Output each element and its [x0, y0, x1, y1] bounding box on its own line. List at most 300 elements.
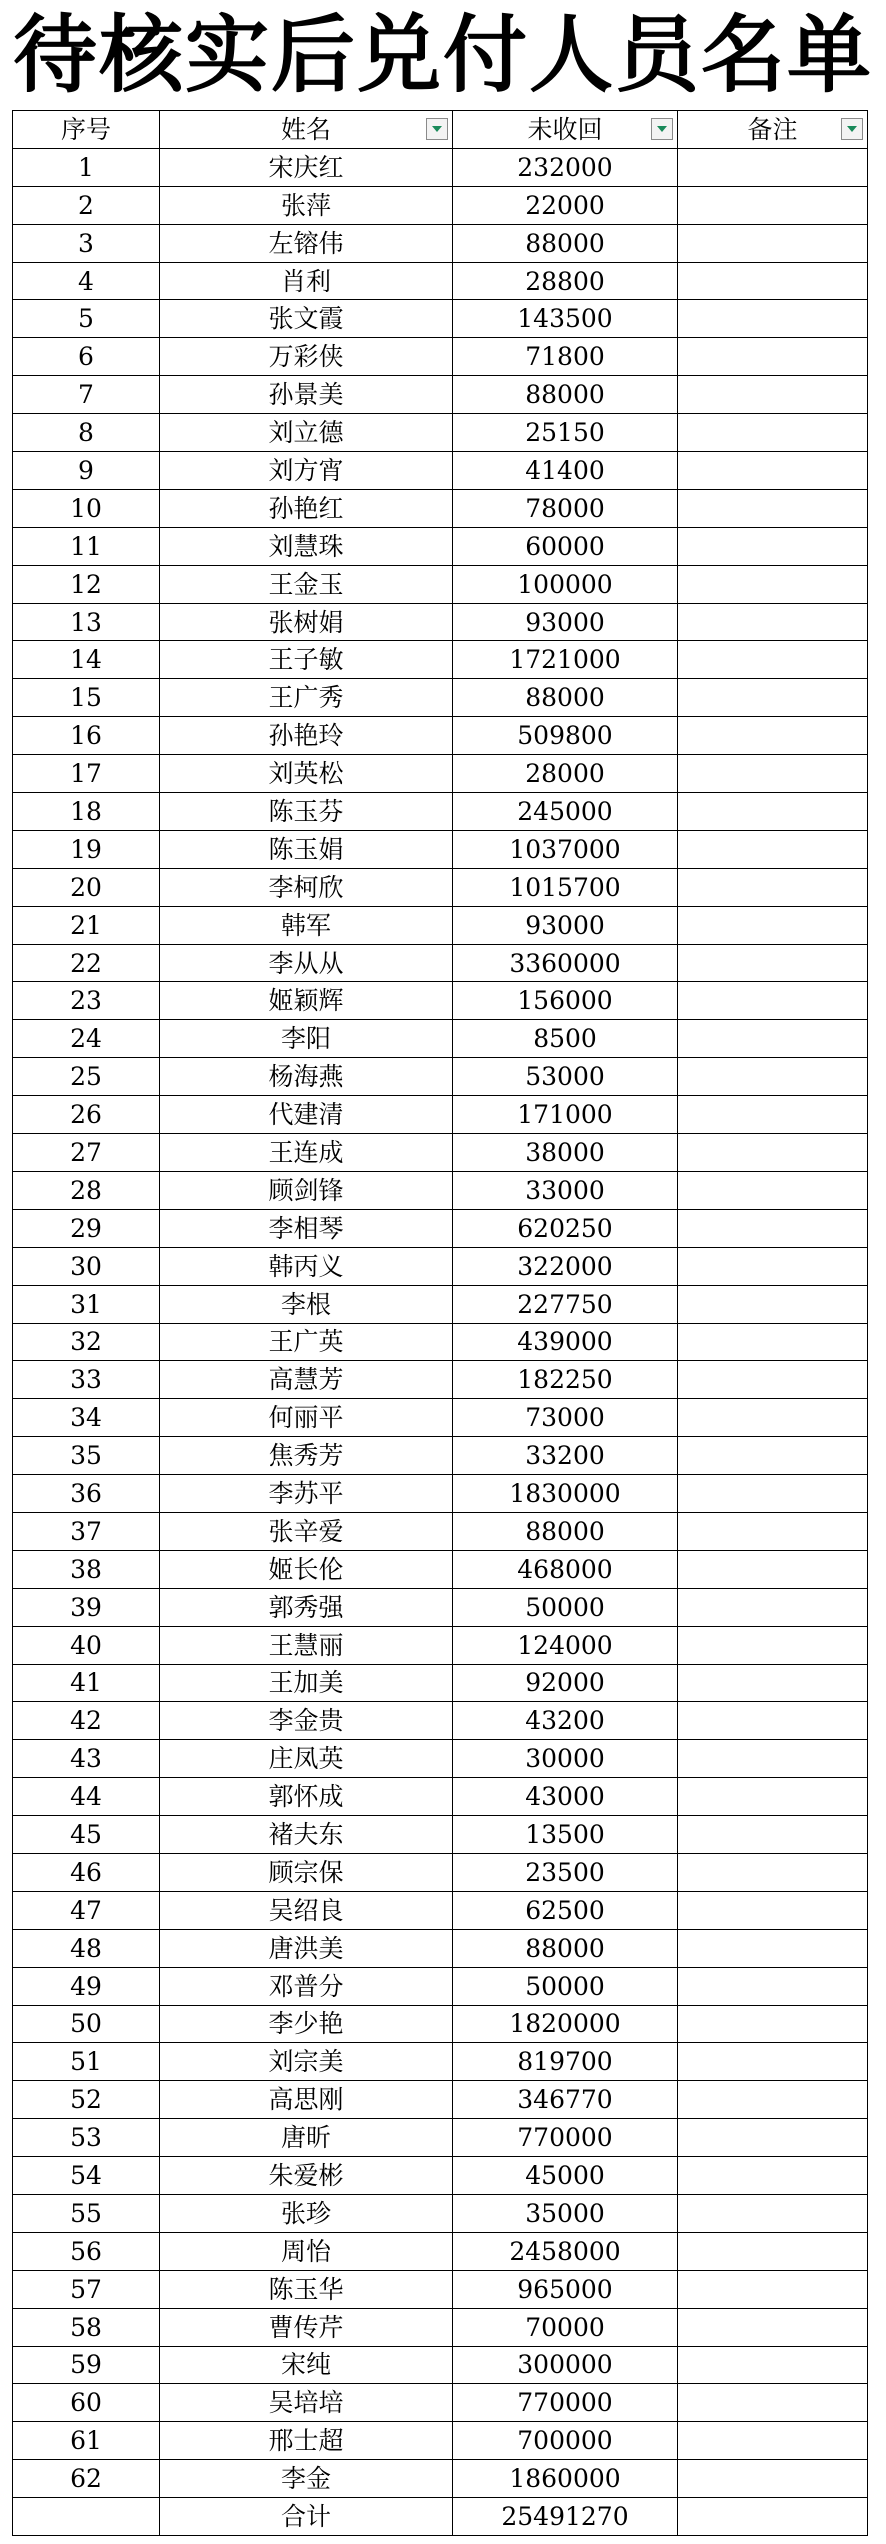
row-remarks[interactable] [678, 1512, 868, 1550]
row-unrecovered[interactable]: 43200 [453, 1702, 678, 1740]
row-index[interactable]: 35 [13, 1437, 160, 1475]
row-name[interactable]: 宋庆红 [160, 148, 453, 186]
row-remarks[interactable] [678, 1588, 868, 1626]
row-unrecovered[interactable]: 700000 [453, 2422, 678, 2460]
table-row [13, 2005, 868, 2043]
row-remarks[interactable] [678, 1740, 868, 1778]
row-unrecovered[interactable]: 33000 [453, 1171, 678, 1209]
row-unrecovered[interactable]: 620250 [453, 1209, 678, 1247]
row-name[interactable]: 韩丙义 [160, 1247, 453, 1285]
header-row [13, 111, 868, 149]
row-name[interactable]: 顾宗保 [160, 1853, 453, 1891]
row-name[interactable]: 李根 [160, 1285, 453, 1323]
row-name[interactable]: 孙景美 [160, 376, 453, 414]
row-name[interactable]: 张文霞 [160, 300, 453, 338]
row-unrecovered[interactable]: 23500 [453, 1853, 678, 1891]
row-name[interactable]: 孙艳玲 [160, 717, 453, 755]
row-index[interactable]: 52 [13, 2081, 160, 2119]
row-remarks[interactable] [678, 1171, 868, 1209]
header-remarks: 备注 [678, 111, 868, 149]
row-remarks[interactable] [678, 1891, 868, 1929]
row-unrecovered[interactable]: 346770 [453, 2081, 678, 2119]
row-remarks[interactable] [678, 1778, 868, 1816]
row-index[interactable]: 17 [13, 755, 160, 793]
header-unrecovered: 未收回 [453, 111, 678, 149]
row-name[interactable]: 姬颖辉 [160, 982, 453, 1020]
table-row [13, 1588, 868, 1626]
row-remarks[interactable] [678, 2232, 868, 2270]
row-name[interactable]: 孙艳红 [160, 489, 453, 527]
row-remarks[interactable] [678, 2308, 868, 2346]
row-unrecovered[interactable]: 60000 [453, 527, 678, 565]
row-index[interactable]: 54 [13, 2157, 160, 2195]
row-name[interactable]: 王慧丽 [160, 1626, 453, 1664]
total-row [13, 2498, 868, 2536]
row-name[interactable]: 周怡 [160, 2232, 453, 2270]
row-remarks[interactable] [678, 148, 868, 186]
row-remarks[interactable] [678, 603, 868, 641]
page-title: 待核实后兑付人员名单 [12, 6, 873, 104]
row-name[interactable]: 王金玉 [160, 565, 453, 603]
row-name[interactable]: 韩军 [160, 906, 453, 944]
row-unrecovered[interactable]: 509800 [453, 717, 678, 755]
row-unrecovered[interactable]: 143500 [453, 300, 678, 338]
row-name[interactable]: 王广秀 [160, 679, 453, 717]
row-remarks[interactable] [678, 527, 868, 565]
row-name[interactable]: 宋纯 [160, 2346, 453, 2384]
row-index[interactable]: 6 [13, 338, 160, 376]
row-unrecovered[interactable]: 35000 [453, 2194, 678, 2232]
row-remarks[interactable] [678, 1361, 868, 1399]
row-remarks[interactable] [678, 224, 868, 262]
table-row [13, 1323, 868, 1361]
row-unrecovered[interactable]: 1721000 [453, 641, 678, 679]
row-unrecovered[interactable]: 45000 [453, 2157, 678, 2195]
row-index[interactable]: 1 [13, 148, 160, 186]
row-index[interactable]: 46 [13, 1853, 160, 1891]
row-name[interactable]: 郭怀成 [160, 1778, 453, 1816]
filter-dropdown-icon[interactable] [651, 118, 673, 140]
row-index[interactable]: 62 [13, 2460, 160, 2498]
row-remarks[interactable] [678, 186, 868, 224]
row-unrecovered[interactable]: 2458000 [453, 2232, 678, 2270]
row-index[interactable]: 18 [13, 793, 160, 831]
row-name[interactable]: 刘宗美 [160, 2043, 453, 2081]
row-index[interactable]: 44 [13, 1778, 160, 1816]
row-index[interactable]: 20 [13, 868, 160, 906]
table-row [13, 603, 868, 641]
row-index[interactable]: 50 [13, 2005, 160, 2043]
row-index[interactable]: 11 [13, 527, 160, 565]
row-index[interactable]: 4 [13, 262, 160, 300]
row-unrecovered[interactable]: 8500 [453, 1020, 678, 1058]
row-remarks[interactable] [678, 1134, 868, 1172]
row-name[interactable]: 郭秀强 [160, 1588, 453, 1626]
row-index[interactable]: 12 [13, 565, 160, 603]
row-index[interactable]: 39 [13, 1588, 160, 1626]
row-index[interactable]: 45 [13, 1816, 160, 1854]
row-unrecovered[interactable]: 124000 [453, 1626, 678, 1664]
row-index[interactable]: 32 [13, 1323, 160, 1361]
row-name[interactable]: 李柯欣 [160, 868, 453, 906]
filter-dropdown-icon[interactable] [426, 118, 448, 140]
row-unrecovered[interactable]: 156000 [453, 982, 678, 1020]
row-unrecovered[interactable]: 41400 [453, 452, 678, 490]
row-remarks[interactable] [678, 2460, 868, 2498]
row-remarks[interactable] [678, 2119, 868, 2157]
row-remarks[interactable] [678, 1020, 868, 1058]
table-row [13, 2157, 868, 2195]
table-row [13, 224, 868, 262]
row-remarks[interactable] [678, 944, 868, 982]
row-unrecovered[interactable]: 88000 [453, 224, 678, 262]
row-remarks[interactable] [678, 641, 868, 679]
row-remarks[interactable] [678, 1323, 868, 1361]
row-index[interactable]: 15 [13, 679, 160, 717]
row-unrecovered[interactable]: 232000 [453, 148, 678, 186]
row-name[interactable]: 吴绍良 [160, 1891, 453, 1929]
row-index[interactable]: 21 [13, 906, 160, 944]
row-name[interactable]: 王连成 [160, 1134, 453, 1172]
row-unrecovered[interactable]: 439000 [453, 1323, 678, 1361]
row-name[interactable]: 李金 [160, 2460, 453, 2498]
row-unrecovered[interactable]: 819700 [453, 2043, 678, 2081]
row-name[interactable]: 邢士超 [160, 2422, 453, 2460]
row-unrecovered[interactable]: 73000 [453, 1399, 678, 1437]
row-unrecovered[interactable]: 22000 [453, 186, 678, 224]
table-row [13, 1020, 868, 1058]
row-index[interactable]: 13 [13, 603, 160, 641]
table-row [13, 527, 868, 565]
row-name[interactable]: 李金贵 [160, 1702, 453, 1740]
row-unrecovered[interactable]: 71800 [453, 338, 678, 376]
row-unrecovered[interactable]: 182250 [453, 1361, 678, 1399]
row-index[interactable]: 22 [13, 944, 160, 982]
table-row [13, 1929, 868, 1967]
row-remarks[interactable] [678, 906, 868, 944]
row-unrecovered[interactable]: 38000 [453, 1134, 678, 1172]
table-row [13, 186, 868, 224]
row-name[interactable]: 曹传芹 [160, 2308, 453, 2346]
row-remarks[interactable] [678, 2005, 868, 2043]
row-remarks[interactable] [678, 679, 868, 717]
row-remarks[interactable] [678, 1247, 868, 1285]
row-index[interactable]: 10 [13, 489, 160, 527]
row-name[interactable]: 李苏平 [160, 1475, 453, 1513]
table-row [13, 1664, 868, 1702]
row-name[interactable]: 李少艳 [160, 2005, 453, 2043]
table-row [13, 2194, 868, 2232]
table-row [13, 262, 868, 300]
row-remarks[interactable] [678, 300, 868, 338]
row-unrecovered[interactable]: 28000 [453, 755, 678, 793]
row-remarks[interactable] [678, 1209, 868, 1247]
row-name[interactable]: 陈玉芬 [160, 793, 453, 831]
row-index[interactable]: 49 [13, 1967, 160, 2005]
row-name[interactable]: 焦秀芳 [160, 1437, 453, 1475]
row-unrecovered[interactable]: 88000 [453, 679, 678, 717]
row-name[interactable]: 肖利 [160, 262, 453, 300]
row-unrecovered[interactable]: 1820000 [453, 2005, 678, 2043]
row-index[interactable]: 53 [13, 2119, 160, 2157]
row-unrecovered[interactable]: 1830000 [453, 1475, 678, 1513]
row-index[interactable]: 37 [13, 1512, 160, 1550]
row-remarks[interactable] [678, 565, 868, 603]
row-remarks[interactable] [678, 262, 868, 300]
row-index[interactable]: 33 [13, 1361, 160, 1399]
row-remarks[interactable] [678, 830, 868, 868]
row-unrecovered[interactable]: 245000 [453, 793, 678, 831]
row-remarks[interactable] [678, 1626, 868, 1664]
row-index[interactable]: 41 [13, 1664, 160, 1702]
table-row [13, 1058, 868, 1096]
row-unrecovered[interactable]: 28800 [453, 262, 678, 300]
row-unrecovered[interactable]: 227750 [453, 1285, 678, 1323]
header-name: 姓名 [160, 111, 453, 149]
row-remarks[interactable] [678, 376, 868, 414]
row-index[interactable]: 23 [13, 982, 160, 1020]
row-unrecovered[interactable]: 78000 [453, 489, 678, 527]
row-index[interactable]: 55 [13, 2194, 160, 2232]
row-unrecovered[interactable]: 88000 [453, 376, 678, 414]
row-name[interactable]: 唐昕 [160, 2119, 453, 2157]
table-row [13, 868, 868, 906]
row-name[interactable]: 姬长伦 [160, 1550, 453, 1588]
row-unrecovered[interactable]: 50000 [453, 1588, 678, 1626]
row-remarks[interactable] [678, 1058, 868, 1096]
row-remarks[interactable] [678, 1967, 868, 2005]
row-name[interactable]: 李从从 [160, 944, 453, 982]
row-index[interactable]: 26 [13, 1096, 160, 1134]
table-row [13, 2384, 868, 2422]
row-unrecovered[interactable]: 300000 [453, 2346, 678, 2384]
row-name[interactable]: 刘慧珠 [160, 527, 453, 565]
table-row [13, 1285, 868, 1323]
row-name[interactable]: 张树娟 [160, 603, 453, 641]
row-remarks[interactable] [678, 2081, 868, 2119]
row-remarks[interactable] [678, 2157, 868, 2195]
row-remarks[interactable] [678, 452, 868, 490]
row-remarks[interactable] [678, 755, 868, 793]
row-unrecovered[interactable]: 3360000 [453, 944, 678, 982]
row-remarks[interactable] [678, 489, 868, 527]
row-unrecovered[interactable]: 88000 [453, 1929, 678, 1967]
row-unrecovered[interactable]: 62500 [453, 1891, 678, 1929]
row-remarks[interactable] [678, 1285, 868, 1323]
row-index[interactable]: 42 [13, 1702, 160, 1740]
row-unrecovered[interactable]: 100000 [453, 565, 678, 603]
row-remarks[interactable] [678, 1475, 868, 1513]
row-name[interactable]: 高思刚 [160, 2081, 453, 2119]
table-row [13, 489, 868, 527]
row-index[interactable]: 61 [13, 2422, 160, 2460]
row-index[interactable]: 60 [13, 2384, 160, 2422]
row-remarks[interactable] [678, 1664, 868, 1702]
row-name[interactable]: 王加美 [160, 1664, 453, 1702]
row-name[interactable]: 左镕伟 [160, 224, 453, 262]
table-row [13, 376, 868, 414]
row-remarks[interactable] [678, 1816, 868, 1854]
row-index[interactable]: 36 [13, 1475, 160, 1513]
row-name[interactable]: 唐洪美 [160, 1929, 453, 1967]
row-remarks[interactable] [678, 1702, 868, 1740]
row-index[interactable]: 59 [13, 2346, 160, 2384]
row-index[interactable]: 27 [13, 1134, 160, 1172]
row-name[interactable]: 朱爱彬 [160, 2157, 453, 2195]
table-row [13, 1778, 868, 1816]
row-index[interactable]: 48 [13, 1929, 160, 1967]
row-index[interactable]: 56 [13, 2232, 160, 2270]
row-unrecovered[interactable]: 25150 [453, 414, 678, 452]
table-row [13, 2081, 868, 2119]
row-index[interactable]: 40 [13, 1626, 160, 1664]
row-unrecovered[interactable]: 93000 [453, 603, 678, 641]
row-name[interactable]: 何丽平 [160, 1399, 453, 1437]
row-unrecovered[interactable]: 171000 [453, 1096, 678, 1134]
row-index[interactable]: 3 [13, 224, 160, 262]
row-index[interactable]: 47 [13, 1891, 160, 1929]
table-row [13, 1967, 868, 2005]
row-name[interactable]: 高慧芳 [160, 1361, 453, 1399]
row-index[interactable]: 9 [13, 452, 160, 490]
row-name[interactable]: 代建清 [160, 1096, 453, 1134]
row-name[interactable]: 刘立德 [160, 414, 453, 452]
row-index[interactable]: 2 [13, 186, 160, 224]
row-unrecovered[interactable]: 770000 [453, 2384, 678, 2422]
row-unrecovered[interactable]: 43000 [453, 1778, 678, 1816]
row-name[interactable]: 庄凤英 [160, 1740, 453, 1778]
row-unrecovered[interactable]: 468000 [453, 1550, 678, 1588]
payout-table [12, 110, 868, 2536]
row-name[interactable]: 王子敏 [160, 641, 453, 679]
row-unrecovered[interactable]: 1037000 [453, 830, 678, 868]
table-row [13, 641, 868, 679]
row-name[interactable]: 李阳 [160, 1020, 453, 1058]
table-row [13, 1853, 868, 1891]
table-row [13, 679, 868, 717]
row-name[interactable]: 王广英 [160, 1323, 453, 1361]
table-row [13, 1134, 868, 1172]
total-remarks-cell [678, 2498, 868, 2536]
row-remarks[interactable] [678, 1853, 868, 1891]
row-remarks[interactable] [678, 793, 868, 831]
row-remarks[interactable] [678, 1550, 868, 1588]
row-unrecovered[interactable]: 1015700 [453, 868, 678, 906]
table-row [13, 906, 868, 944]
row-index[interactable]: 8 [13, 414, 160, 452]
table-row [13, 148, 868, 186]
table-row [13, 2232, 868, 2270]
row-name[interactable]: 刘方宵 [160, 452, 453, 490]
table-row [13, 944, 868, 982]
row-remarks[interactable] [678, 1929, 868, 1967]
row-remarks[interactable] [678, 1437, 868, 1475]
row-index[interactable]: 25 [13, 1058, 160, 1096]
row-index[interactable]: 57 [13, 2270, 160, 2308]
row-unrecovered[interactable]: 30000 [453, 1740, 678, 1778]
row-index[interactable]: 30 [13, 1247, 160, 1285]
row-index[interactable]: 7 [13, 376, 160, 414]
table-row [13, 1209, 868, 1247]
row-name[interactable]: 张珍 [160, 2194, 453, 2232]
row-name[interactable]: 褚夫东 [160, 1816, 453, 1854]
row-index[interactable]: 19 [13, 830, 160, 868]
row-index[interactable]: 31 [13, 1285, 160, 1323]
filter-dropdown-icon[interactable] [841, 118, 863, 140]
row-unrecovered[interactable]: 70000 [453, 2308, 678, 2346]
row-unrecovered[interactable]: 322000 [453, 1247, 678, 1285]
row-index[interactable]: 38 [13, 1550, 160, 1588]
row-index[interactable]: 34 [13, 1399, 160, 1437]
row-index[interactable]: 24 [13, 1020, 160, 1058]
row-name[interactable]: 吴培培 [160, 2384, 453, 2422]
row-name[interactable]: 李相琴 [160, 1209, 453, 1247]
total-label: 合计 [160, 2498, 453, 2536]
row-unrecovered[interactable]: 33200 [453, 1437, 678, 1475]
row-remarks[interactable] [678, 2194, 868, 2232]
row-name[interactable]: 万彩侠 [160, 338, 453, 376]
table-row [13, 717, 868, 755]
row-unrecovered[interactable]: 965000 [453, 2270, 678, 2308]
row-index[interactable]: 16 [13, 717, 160, 755]
table-row [13, 565, 868, 603]
table-row [13, 1247, 868, 1285]
table-row [13, 1891, 868, 1929]
row-index[interactable]: 5 [13, 300, 160, 338]
row-remarks[interactable] [678, 1399, 868, 1437]
row-index[interactable]: 29 [13, 1209, 160, 1247]
row-name[interactable]: 陈玉娟 [160, 830, 453, 868]
row-unrecovered[interactable]: 93000 [453, 906, 678, 944]
table-row [13, 1702, 868, 1740]
row-remarks[interactable] [678, 2043, 868, 2081]
row-name[interactable]: 杨海燕 [160, 1058, 453, 1096]
row-name[interactable]: 邓普分 [160, 1967, 453, 2005]
row-name[interactable]: 张萍 [160, 186, 453, 224]
row-unrecovered[interactable]: 53000 [453, 1058, 678, 1096]
row-remarks[interactable] [678, 2384, 868, 2422]
row-index[interactable]: 14 [13, 641, 160, 679]
row-unrecovered[interactable]: 13500 [453, 1816, 678, 1854]
total-value: 25491270 [453, 2498, 678, 2536]
row-remarks[interactable] [678, 868, 868, 906]
row-index[interactable]: 51 [13, 2043, 160, 2081]
row-unrecovered[interactable]: 88000 [453, 1512, 678, 1550]
row-name[interactable]: 陈玉华 [160, 2270, 453, 2308]
row-name[interactable]: 张辛爱 [160, 1512, 453, 1550]
row-remarks[interactable] [678, 338, 868, 376]
row-unrecovered[interactable]: 50000 [453, 1967, 678, 2005]
row-unrecovered[interactable]: 770000 [453, 2119, 678, 2157]
row-index[interactable]: 28 [13, 1171, 160, 1209]
row-remarks[interactable] [678, 2422, 868, 2460]
table-row [13, 1475, 868, 1513]
row-unrecovered[interactable]: 1860000 [453, 2460, 678, 2498]
table-row [13, 1096, 868, 1134]
row-remarks[interactable] [678, 1096, 868, 1134]
table-row [13, 1171, 868, 1209]
row-remarks[interactable] [678, 982, 868, 1020]
row-remarks[interactable] [678, 2346, 868, 2384]
row-name[interactable]: 刘英松 [160, 755, 453, 793]
row-remarks[interactable] [678, 2270, 868, 2308]
row-index[interactable]: 58 [13, 2308, 160, 2346]
row-unrecovered[interactable]: 92000 [453, 1664, 678, 1702]
row-remarks[interactable] [678, 717, 868, 755]
row-remarks[interactable] [678, 414, 868, 452]
row-name[interactable]: 顾剑锋 [160, 1171, 453, 1209]
row-index[interactable]: 43 [13, 1740, 160, 1778]
